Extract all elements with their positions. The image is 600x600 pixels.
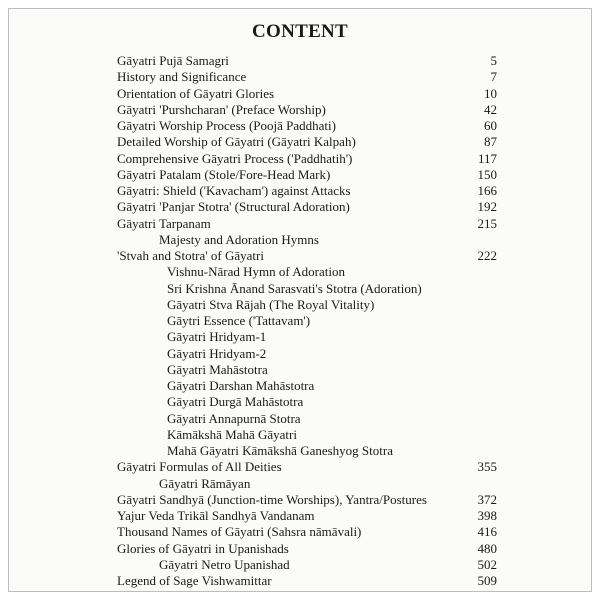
toc-entry-page: 222 bbox=[477, 248, 497, 263]
toc-entry-title: Legend of Sage Vishwamittar bbox=[117, 573, 272, 588]
toc-entry bbox=[117, 378, 497, 394]
toc-entry-page: 150 bbox=[477, 166, 497, 182]
toc-entry-page: 117 bbox=[477, 150, 497, 166]
toc-entry bbox=[117, 313, 497, 329]
toc-entry-title: 'Stvah and Stotra' of Gāyatri bbox=[117, 248, 264, 263]
toc-entry-page: 42 bbox=[484, 101, 497, 117]
toc-entry bbox=[117, 508, 497, 524]
toc-entry-title: Gāyatri Durgā Mahāstotra bbox=[167, 394, 304, 410]
toc-entry-title: Gāyatri Sandhyā (Junction-time Worships), Yantra/Postures bbox=[117, 491, 427, 507]
toc-entry-title: Gāyatri Tarpanam bbox=[117, 215, 211, 231]
toc-entry-page: 192 bbox=[477, 199, 497, 215]
toc-entry-title: Gāyatri 'Panjar Stotra' (Structural Adoration) bbox=[117, 199, 350, 215]
toc-entry-title: Yajur Veda Trikāl Sandhyā Vandanam bbox=[117, 508, 315, 523]
toc-entry-title: History and Significance bbox=[117, 69, 247, 85]
toc-entry bbox=[117, 557, 497, 573]
toc-entry-page: 480 bbox=[477, 540, 497, 556]
toc-entry bbox=[117, 476, 497, 492]
toc-entry-title: Gāyatri 'Purshcharan' (Preface Worship) bbox=[117, 101, 326, 117]
toc-entry-title: Gāyatri Formulas of All Deities bbox=[117, 459, 282, 475]
toc-entry bbox=[117, 183, 497, 199]
toc-entry bbox=[117, 281, 497, 297]
toc-entry-title: Gāyatri Darshan Mahāstotra bbox=[167, 378, 315, 393]
toc-entry bbox=[117, 443, 497, 459]
table-of-contents bbox=[117, 53, 497, 589]
toc-entry bbox=[117, 118, 497, 134]
toc-entry bbox=[117, 362, 497, 378]
toc-entry bbox=[117, 102, 497, 118]
toc-entry bbox=[117, 216, 497, 232]
toc-entry bbox=[117, 541, 497, 557]
toc-entry-title: Gāyatri Worship Process (Poojā Paddhati) bbox=[117, 118, 336, 133]
toc-entry-title: Mahā Gāyatri Kāmākshā Ganeshyog Stotra bbox=[167, 443, 393, 458]
toc-entry bbox=[117, 199, 497, 215]
toc-entry-title: Kāmākshā Mahā Gāyatri bbox=[167, 426, 297, 442]
toc-entry bbox=[117, 329, 497, 345]
toc-entry-title: Gāyatri Hridyam-2 bbox=[167, 345, 267, 361]
toc-entry bbox=[117, 69, 497, 85]
toc-entry-title: Sri Krishna Ānand Sarasvati's Stotra (Adoration) bbox=[167, 280, 422, 296]
toc-entry-page: 87 bbox=[484, 134, 497, 150]
toc-entry-title: Gāyatri Hridyam-1 bbox=[167, 329, 267, 345]
toc-entry-page: 372 bbox=[477, 491, 497, 507]
toc-entry bbox=[117, 151, 497, 167]
toc-entry bbox=[117, 427, 497, 443]
toc-entry bbox=[117, 524, 497, 540]
toc-entry-page: 7 bbox=[490, 69, 497, 85]
toc-entry-page: 60 bbox=[484, 118, 497, 133]
toc-entry-title: Gāyatri: Shield ('Kavacham') against Attacks bbox=[117, 183, 351, 198]
toc-entry-title: Glories of Gāyatri in Upanishads bbox=[117, 540, 289, 556]
toc-entry-title: Gāyatri Stva Rājah (The Royal Vitality) bbox=[167, 296, 375, 312]
toc-entry-title: Gāyatri Rāmāyan bbox=[159, 475, 251, 491]
toc-entry bbox=[117, 167, 497, 183]
toc-entry-page: 166 bbox=[477, 183, 497, 198]
toc-entry-title: Detailed Worship of Gāyatri (Gāyatri Kalpah) bbox=[117, 134, 356, 150]
toc-entry bbox=[117, 53, 497, 69]
toc-entry-title: Orientation of Gāyatri Glories bbox=[117, 85, 275, 101]
toc-entry bbox=[117, 248, 497, 264]
toc-entry-page: 416 bbox=[477, 524, 497, 540]
toc-entry-page: 215 bbox=[477, 215, 497, 231]
toc-entry bbox=[117, 411, 497, 427]
toc-entry-title: Gāytri Essence ('Tattavam') bbox=[167, 313, 311, 328]
toc-entry-title: Gāyatri Pujā Samagri bbox=[117, 53, 229, 68]
page-title: CONTENT bbox=[251, 21, 349, 42]
toc-entry-title: Gāyatri Patalam (Stole/Fore-Head Mark) bbox=[117, 166, 331, 182]
toc-entry-page: 509 bbox=[477, 573, 497, 588]
toc-entry-page: 502 bbox=[477, 556, 497, 572]
toc-entry bbox=[117, 492, 497, 508]
toc-entry-page: 355 bbox=[477, 459, 497, 475]
toc-entry-title: Gāyatri Annapurnā Stotra bbox=[167, 410, 301, 426]
toc-entry bbox=[117, 134, 497, 150]
toc-entry-page: 10 bbox=[484, 85, 497, 101]
toc-entry-title: Comprehensive Gāyatri Process ('Paddhatih') bbox=[117, 150, 353, 166]
toc-entry bbox=[117, 573, 497, 589]
toc-entry bbox=[117, 459, 497, 475]
toc-entry bbox=[117, 394, 497, 410]
toc-entry-title: Gāyatri Netro Upanishad bbox=[159, 556, 290, 572]
toc-entry-title: Gāyatri Mahāstotra bbox=[167, 361, 268, 377]
toc-entry bbox=[117, 86, 497, 102]
toc-entry bbox=[117, 264, 497, 280]
toc-entry-title: Vishnu-Nārad Hymn of Adoration bbox=[167, 264, 345, 280]
toc-entry bbox=[117, 346, 497, 362]
toc-entry-page: 5 bbox=[490, 53, 497, 68]
toc-entry-title: Thousand Names of Gāyatri (Sahsra nāmāvali) bbox=[117, 524, 362, 540]
page bbox=[8, 8, 592, 592]
toc-entry bbox=[117, 297, 497, 313]
toc-entry-title: Majesty and Adoration Hymns bbox=[159, 231, 319, 247]
toc-entry bbox=[117, 232, 497, 248]
toc-entry-page: 398 bbox=[477, 508, 497, 523]
